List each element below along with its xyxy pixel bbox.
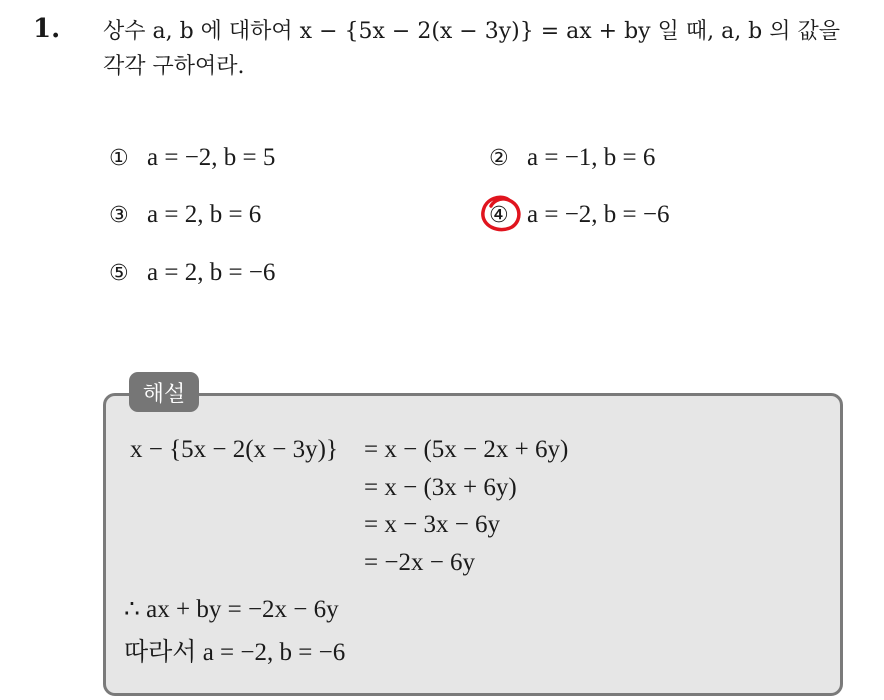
solution-tag: 해설 bbox=[129, 372, 199, 412]
choice-4-number: ④ bbox=[489, 202, 509, 228]
choice-2-number: ② bbox=[489, 145, 509, 171]
solution-step-1: = x − (5x − 2x + 6y) bbox=[364, 436, 569, 463]
choice-1-number: ① bbox=[109, 145, 129, 171]
question-text-line-2: 각각 구하여라. bbox=[103, 54, 245, 79]
choice-4[interactable] bbox=[489, 200, 670, 230]
solution-step-2: = x − (3x + 6y) bbox=[364, 474, 517, 501]
choice-5[interactable] bbox=[109, 258, 275, 288]
choice-1[interactable] bbox=[109, 143, 275, 173]
choice-3-number: ③ bbox=[109, 202, 129, 228]
solution-step-3: = x − 3x − 6y bbox=[364, 511, 501, 538]
question-text bbox=[103, 14, 873, 84]
choice-5-value: a = 2, b = −6 bbox=[147, 259, 276, 286]
solution-final-answer: 따라서 a = −2, b = −6 bbox=[124, 639, 346, 666]
solution-lhs: x − {5x − 2(x − 3y)} bbox=[130, 436, 338, 463]
choice-3[interactable] bbox=[109, 200, 261, 230]
choice-4-value: a = −2, b = −6 bbox=[527, 201, 670, 228]
choice-2-value: a = −1, b = 6 bbox=[527, 144, 656, 171]
choice-5-number: ⑤ bbox=[109, 260, 129, 286]
solution-step-4: = −2x − 6y bbox=[364, 549, 476, 576]
choice-2[interactable] bbox=[489, 143, 655, 173]
solution-conclusion: ∴ ax + by = −2x − 6y bbox=[124, 596, 339, 623]
choice-3-value: a = 2, b = 6 bbox=[147, 201, 262, 228]
question-text-line-1: 상수 a, b 에 대하여 x − {5x − 2(x − 3y)} = ax + by 일 때, a, b 의 값을 bbox=[103, 19, 841, 44]
question-number: 1. bbox=[33, 14, 61, 44]
choice-1-value: a = −2, b = 5 bbox=[147, 144, 276, 171]
